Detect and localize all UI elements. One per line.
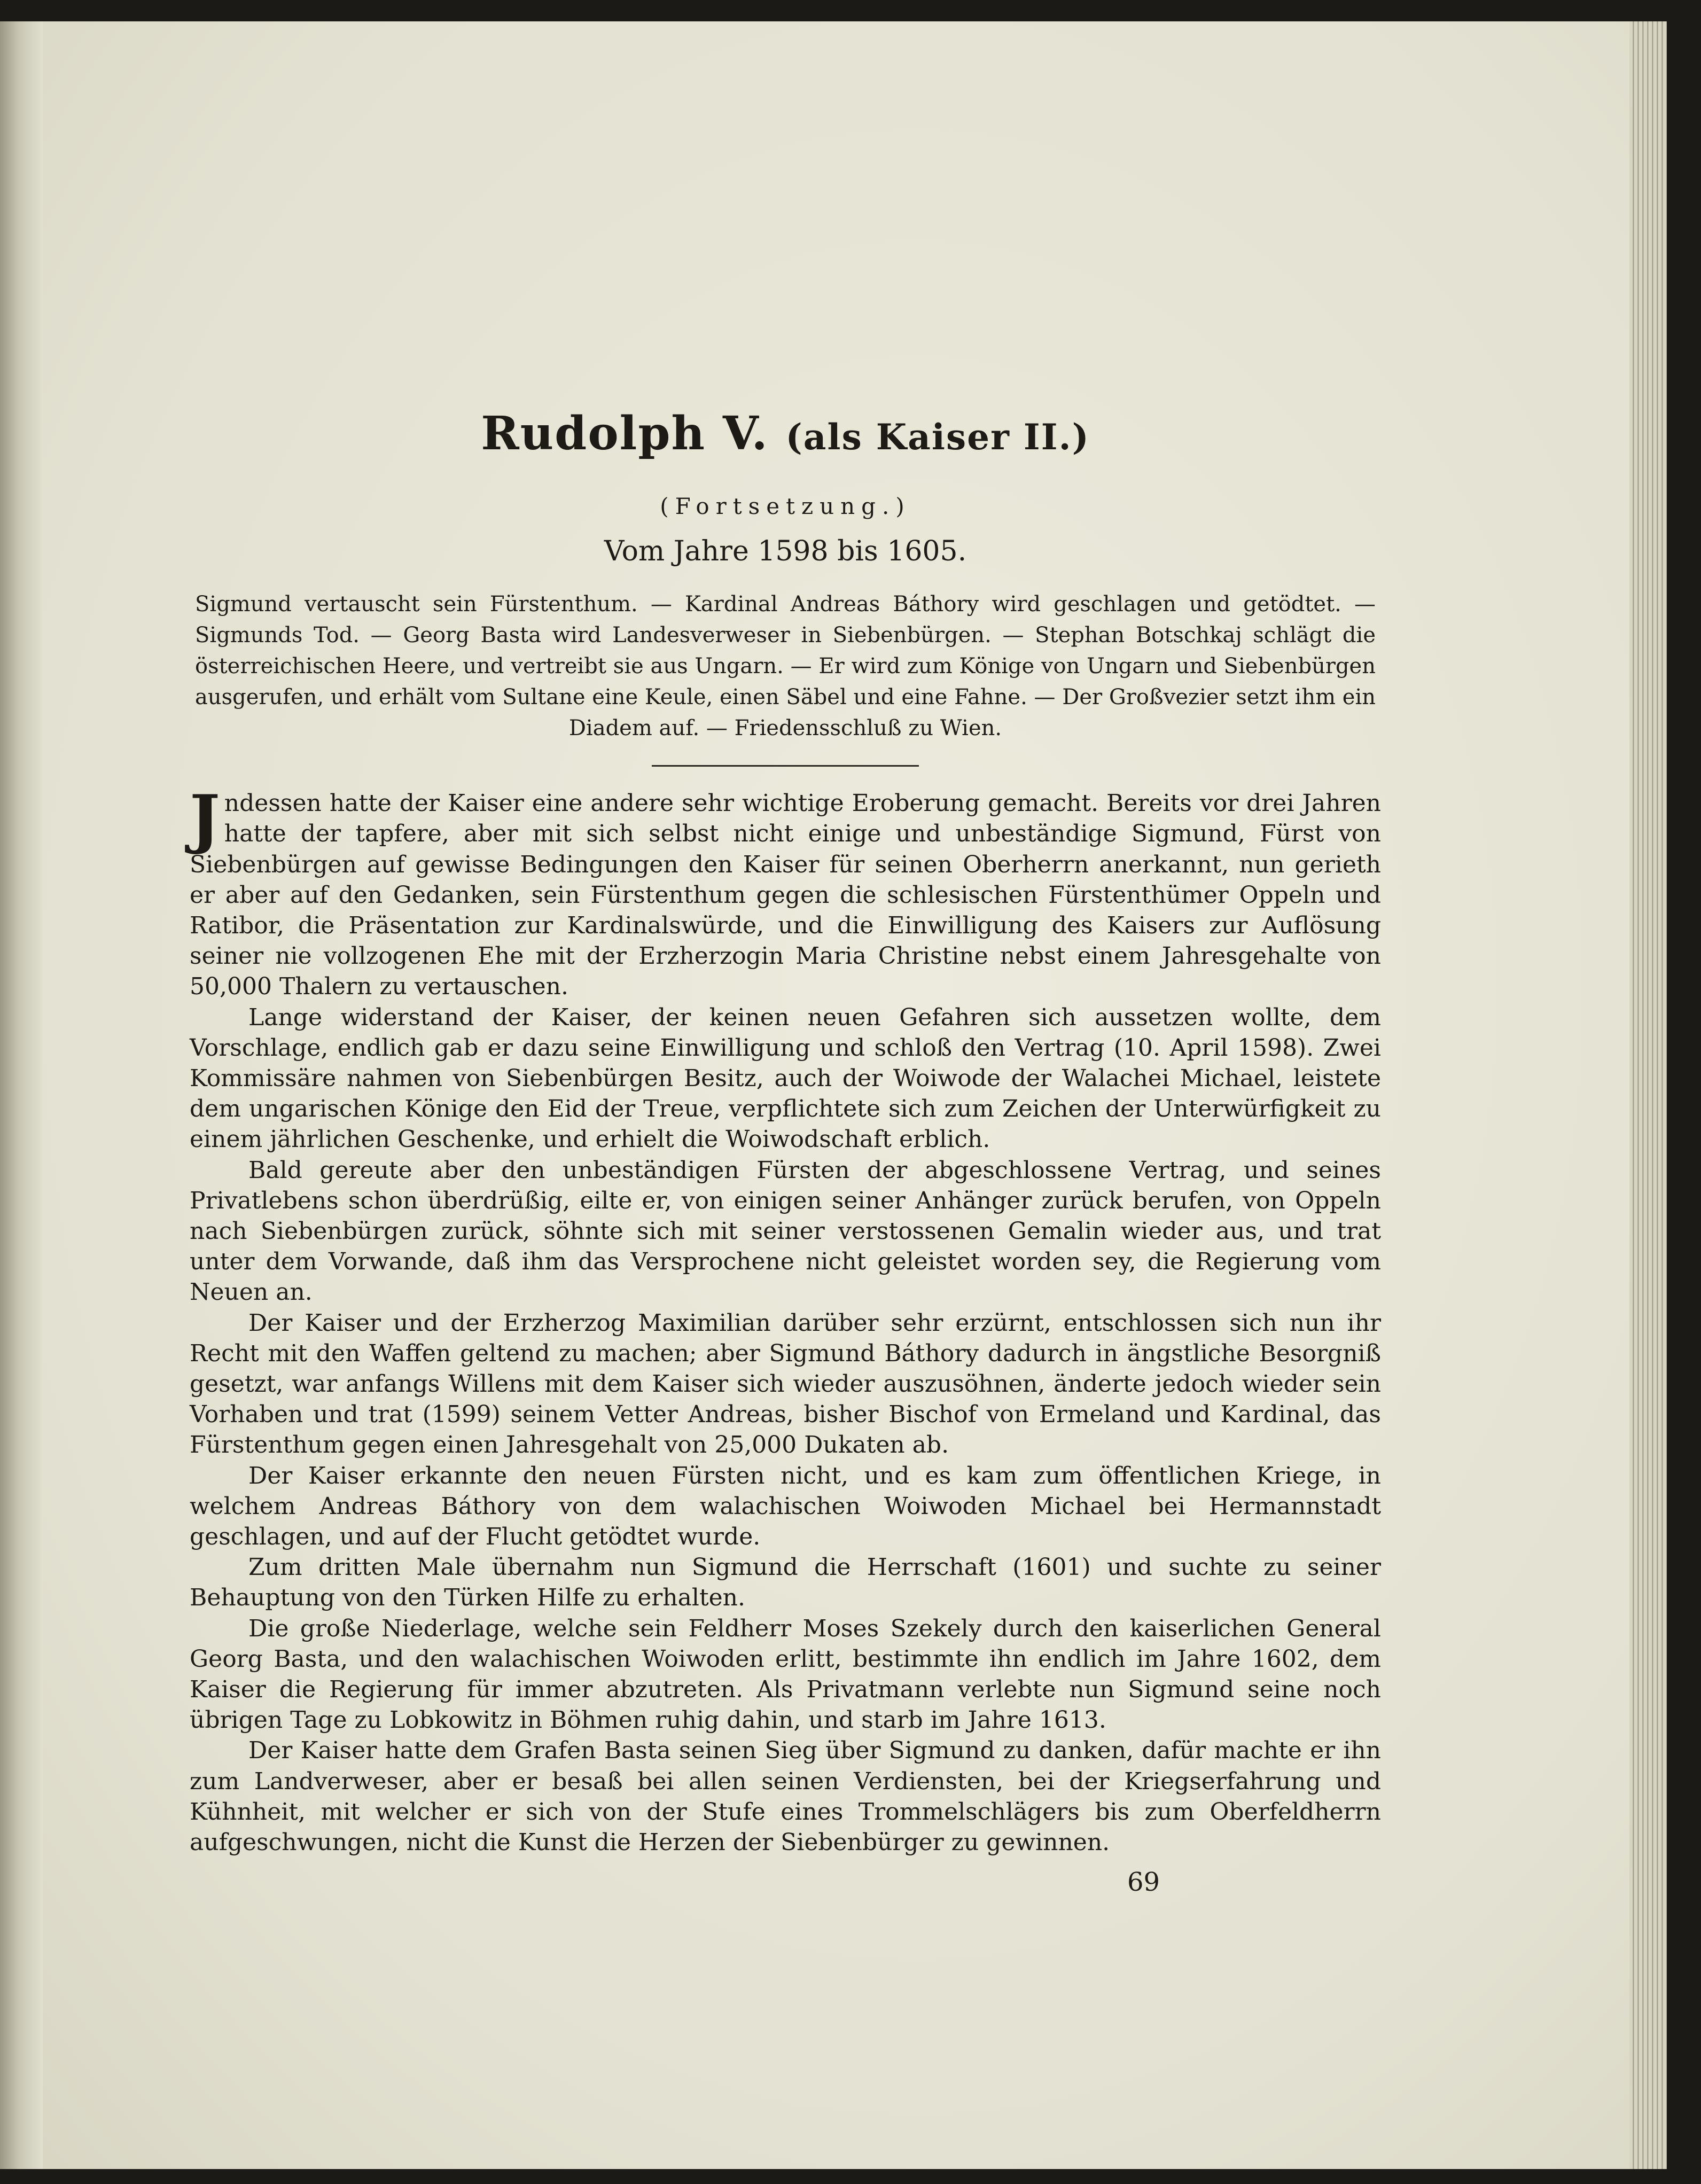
body-text (190, 781, 1381, 1858)
book-spine (0, 21, 43, 2169)
title-paren: (als Kaiser II.) (785, 416, 1090, 458)
title-main: Rudolph V. (481, 407, 769, 461)
chapter-summary: Sigmund vertauscht sein Fürstenthum. — Kardinal Andreas Báthory wird geschlagen und getödtet. — Sigmunds Tod. — Georg Basta wird Landesverweser in Siebenbürgen. — Stephan Botschkaj schlägt die österreichischen Heere, und vertreibt sie aus Ungarn. — Er wird zum Könige von Ungarn und Siebenbürgen ausgerufen, und erhält vom Sultane eine Keule, einen Säbel und eine Fahne. — Der Großvezier setzt ihm ein Diadem auf. — Friedensschluß zu Wien. (195, 592, 1376, 741)
chapter-years: Vom Jahre 1598 bis 1605. (604, 535, 967, 568)
paragraph-7: Die große Niederlage, welche sein Feldherr Moses Szekely durch den kaiserlichen General Georg Basta, und den walachischen Woiwoden erlitt, bestimmte ihn endlich im Jahre 1602, dem Kaiser die Regierung für immer abzutreten. Als Privatmann verlebte nun Sigmund seine noch übrigen Tage zu Lobkowitz in Böhmen ruhig dahin, und starb im Jahre 1613. (190, 1614, 1381, 1734)
paragraph-8: Der Kaiser hatte dem Grafen Basta seinen Sieg über Sigmund zu danken, dafür machte er ihn zum Landverweser, aber er besaß bei allen seinen Verdiensten, bei der Kriegserfahrung und Kühnheit, mit welcher er sich von der Stufe eines Trommelschlägers bis zum Oberfeldherrn aufgeschwungen, nicht die Kunst die Herzen der Siebenbürger zu gewinnen. (190, 1737, 1381, 1857)
book-page (0, 21, 1667, 2169)
page-content (190, 406, 1381, 1858)
chapter-subtitle: (Fortsetzung.) (660, 493, 911, 520)
page-number: 69 (1127, 1867, 1160, 1897)
paragraph-3: Bald gereute aber den unbeständigen Fürsten der abgeschlossene Vertrag, und seines Privatlebens schon überdrüßig, eilte er, von einigen seiner Anhänger zurück berufen, von Oppeln nach Siebenbürgen zurück, söhnte sich mit seiner verstossenen Gemalin wieder aus, und trat unter dem Vorwande, daß ihm das Versprochene nicht geleistet worden sey, die Regierung vom Neuen an. (190, 1156, 1381, 1306)
paragraph-1 (190, 781, 1381, 1002)
page-edges (1629, 21, 1667, 2169)
paragraph-5: Der Kaiser erkannte den neuen Fürsten nicht, und es kam zum öffentlichen Kriege, in welchem Andreas Báthory von dem walachischen Woiwoden Michael bei Hermannstadt geschlagen, und auf der Flucht getödtet wurde. (190, 1462, 1381, 1551)
chapter-title (190, 406, 1381, 461)
paragraph-1-text: ndessen hatte der Kaiser eine andere sehr wichtige Eroberung gemacht. Bereits vor drei Jahren hatte der tapfere, aber mit sich selbst nicht einige und unbeständige Sigmund, Fürst von Siebenbürgen auf gewisse Bedingungen den Kaiser für seinen Oberherrn anerkannt, nun gerieth er aber auf den Gedanken, sein Fürstenthum gegen die schlesischen Fürstenthümer Oppeln und Ratibor, die Präsentation zur Kardinalswürde, und die Einwilligung des Kaisers zur Auflösung seiner nie vollzogenen Ehe mit der Erzherzogin Maria Christine nebst einem Jahresgehalte von 50,000 Thalern zu vertauschen. (190, 790, 1381, 1001)
paragraph-6: Zum dritten Male übernahm nun Sigmund die Herrschaft (1601) und suchte zu seiner Behauptung von den Türken Hilfe zu erhalten. (190, 1554, 1381, 1612)
paragraph-4: Der Kaiser und der Erzherzog Maximilian darüber sehr erzürnt, entschlossen sich nun ihr Recht mit den Waffen geltend zu machen; aber Sigmund Báthory dadurch in ängstliche Besorgniß gesetzt, war anfangs Willens mit dem Kaiser sich wieder auszusöhnen, änderte jedoch wieder sein Vorhaben und trat (1599) seinem Vetter Andreas, bisher Bischof von Ermeland und Kardinal, das Fürstenthum gegen einen Jahresgehalt von 25,000 Dukaten ab. (190, 1309, 1381, 1459)
divider-rule (652, 765, 919, 767)
drop-cap: J (190, 781, 220, 857)
paragraph-2: Lange widerstand der Kaiser, der keinen neuen Gefahren sich aussetzen wollte, dem Vorschlage, endlich gab er dazu seine Einwilligung und schloß den Vertrag (10. April 1598). Zwei Kommissäre nahmen von Siebenbürgen Besitz, auch der Woiwode der Walachei Michael, leistete dem ungarischen Könige den Eid der Treue, verpflichtete sich zum Zeichen der Unterwürfigkeit zu einem jährlichen Geschenke, und erhielt die Woiwodschaft erblich. (190, 1003, 1381, 1153)
